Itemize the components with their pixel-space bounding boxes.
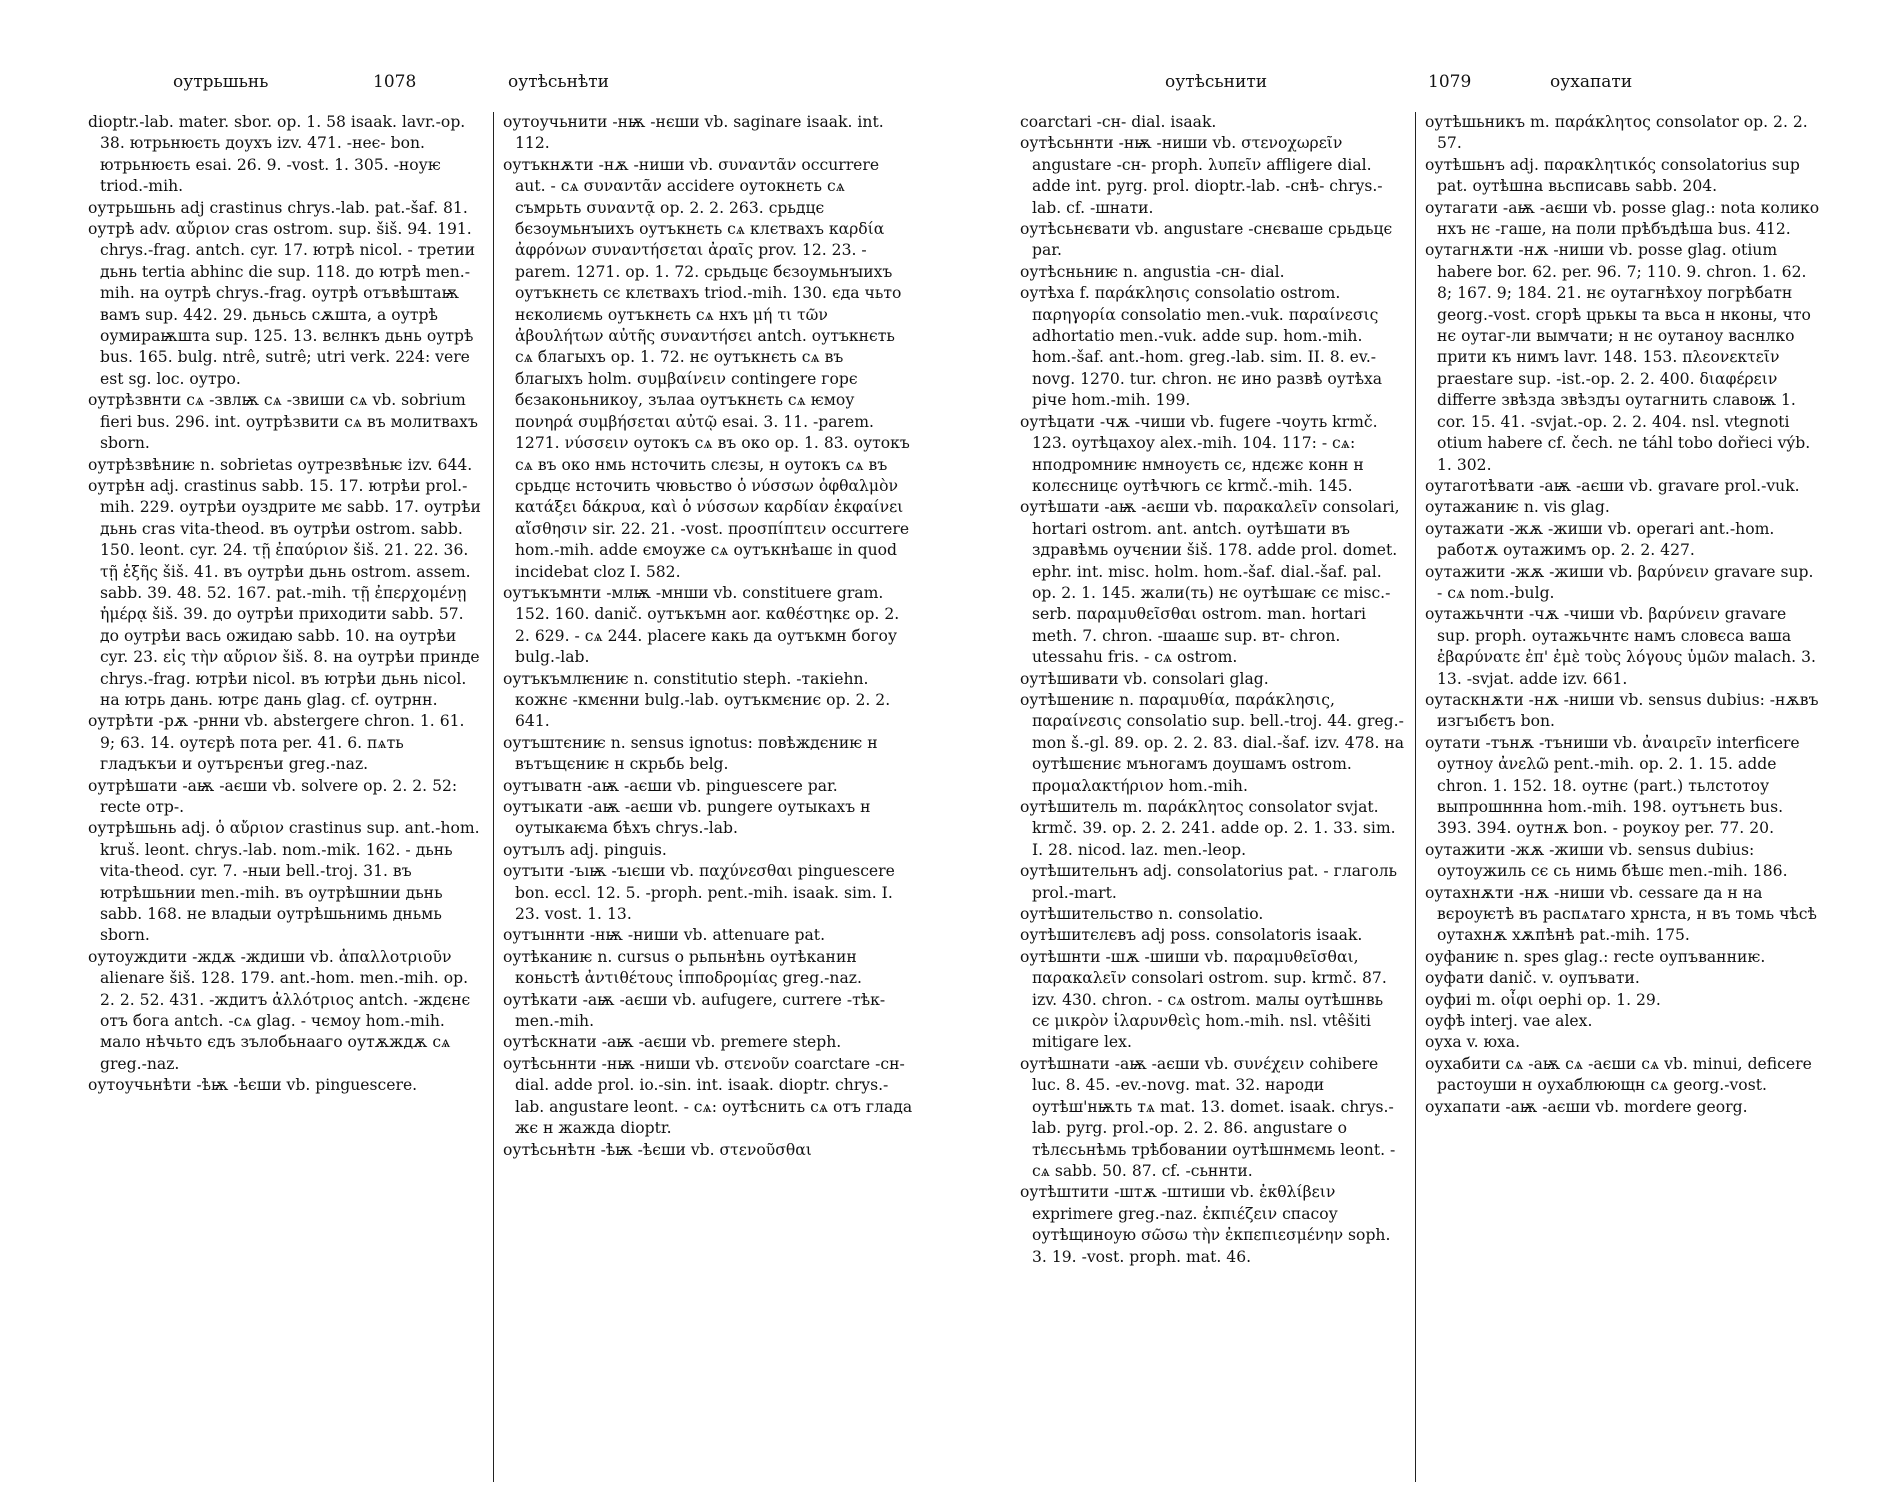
dictionary-entry: оутажьчнти -чѫ -чиши vb. βαρύνειν gravare sup. proph. оутажьчнтє намъ словєса ваша ἐβαρύνατε ἐπ' ἐμὲ τοὺς λόγους ὑμῶν malach. 3. 13. -svjat. adde izv. 661. [1425,605,1816,688]
dictionary-entry: оухабити сѧ -аѭ сѧ -аєши сѧ vb. minui, deficere растоуши н оухаблюющн сѧ georg.-vost. [1425,1054,1812,1095]
column-divider [493,112,494,1482]
dictionary-entry: оутрѣшати -аѭ -аєши vb. solvere op. 2. 2. 52: recte отр-. [88,776,458,816]
dictionary-entry: оутъштєниѥ n. sensus ignotus: повѣждєниѥ н вътъщєниѥ н скрьбь belg. [503,733,878,774]
dictionary-entry: оутрѣ adv. αὔριον cras ostrom. sup. šiš. 94. 191. chrys.-frag. antch. cyr. 17. ютрѣ nicol. - третии дьнь tertia abhinc die sup. 118. до ютрѣ men.-mih. на оутрѣ chrys.-frag. оутрѣ отъвѣштаѭ вамъ sup. 442. 29. дьньсь сѫшта, а оутрѣ оумираѭшта sup. 125. 13. вєлнкъ дьнь оутрѣ bus. 165. bulg. ntrê, sutrê; utri verk. 224: vere est sg. loc. оутро. [88,220,476,388]
dictionary-entry: оутѣкати -аѭ -аєши vb. aufugere, currere -тѣк- men.-mih. [503,990,886,1031]
dictionary-entry: оутѣсьнѣтн -ѣѭ -ѣєши vb. στενοῦσθαι [503,1140,812,1159]
dictionary-entry: оутажити -жѫ -жиши vb. βαρύνειν gravare sup. - сѧ nom.-bulg. [1425,562,1814,602]
dictionary-entry: оуфѣ interj. vae alex. [1425,1012,1593,1031]
right-header-right-word: оухапати [1550,72,1633,92]
dictionary-entry: оутъıкати -аѭ -аєши vb. pungere оутыкахъ н оутыкаѥма бѣхъ chrys.-lab. [503,798,871,838]
dictionary-entry: оутахнѫти -нѫ -ниши vb. cessare да н на вєроуѥтѣ въ распѧтаго хрнста, н въ томь чѣсѣ оутахнѫ хѫпѣнѣ pat.-mih. 175. [1425,883,1817,945]
column-divider [1415,112,1416,1482]
dictionary-entry: оутъкъмлѥниѥ n. constitutio steph. -такіеhn. кожнє -кмєнни bulg.-lab. оутъкмєниє op. 2. 2. 641. [503,669,891,731]
left-header-left-word: оутрьшьнь [173,72,269,92]
dictionary-entry: оутажаниѥ n. vis glag. [1425,498,1610,517]
dictionary-entry: оутѣшати -аѭ -аєши vb. παρακαλεῖν consolari, hortari ostrom. ant. antch. оутѣшати въ здравѣмь оучєнии šiš. 178. adde prol. domet. ephr. int. misc. holm. hom.-šaf. dial.-šaf. pal. op. 2. 1. 145. жали(ть) нє оутѣшаѥ сє misc.-serb. παραμυθεῖσθαι ostrom. man. hortari meth. 7. chron. -шаашє sup. вт- chron. utessahu fris. - сѧ ostrom. [1020,498,1400,667]
dictionary-entry: оутѣсньниѥ n. angustia -сн- dial. [1020,262,1285,281]
dictionary-entry: coarctari -сн- dial. isaak. [1020,113,1217,131]
dictionary-entry: оутѣштити -штѫ -штиши vb. ἐκθλίβειν exprimere greg.-naz. ἐκπιέζειν спасоу оутѣщиноую σῶσω τὴν ἐκπεπιεσμένην soph. 3. 19. -vost. proph. mat. 46. [1020,1183,1391,1266]
dictionary-entry: оутажати -жѫ -жиши vb. operari ant.-hom. работѫ оутажимъ op. 2. 2. 427. [1425,519,1775,560]
dictionary-entry: оуфаниѥ n. spes glag.: recte оупъванниѥ. [1425,947,1766,966]
dictionary-entry: оутѣскнати -аѭ -аєши vb. premere steph. [503,1033,842,1052]
left-column-2 [503,112,913,1161]
dictionary-entry: оутъкъмнти -млѭ -мнши vb. constituere gram. 152. 160. danič. оутъкъмн aor. καθέστηκε op. 2. 2. 629. - сѧ 244. placere какь да оутъкмн богоу bulg.-lab. [503,583,900,667]
dictionary-entry: оутъıти -ъıѭ -ъıєши vb. παχύνεσθαι pinguescere bon. eccl. 12. 5. -proph. pent.-mih. isaak. sim. I. 23. vost. 1. 13. [503,862,895,924]
dictionary-entry: оутати -тънѫ -тъниши vb. ἀναιρεῖν interficere оутноу ἀνελῶ pent.-mih. oр. 2. 1. 15. adde chron. 1. 152. 18. оутнє (part.) тьлстотоу выпрошннна hom.-mih. 198. оутънєть bus. 393. 394. оутнѫ bon. - роукоу per. 77. 20. [1425,733,1800,838]
dictionary-entry: оутѣшительство n. consolatio. [1020,905,1264,924]
dictionary-entry: оутрѣн adj. crastinus sabb. 15. 17. ютрѣи prol.-mih. 229. оутрѣи оуздрите мє sabb. 17. оутрѣи дьнь cras vita-theod. въ оутрѣи ostrom. sabb. 150. leont. cyr. 24. τῇ ἐπαύριον šiš. 21. 22. 36. τῇ ἑξῆς šiš. 41. въ оутрѣи дьнь ostrom. assem. sabb. 39. 48. 52. 167. pat.-mih. τῇ ἐπερχομένῃ ἡμέρᾳ šiš. 39. до оутрѣи приходити sabb. 57. до оутрѣи вась ожидаю sabb. 10. на оутрѣи cyr. 23. εἰς τὴν αὔριον šiš. 8. на оутрѣи принде chrys.-frag. ютрѣи nicol. въ ютрѣи дьнь nicol. на ютрь дань. ютрє дань glag. cf. оутрнн. [88,476,481,709]
dictionary-entry: оутѣшитель m. παράκλητος consolator svjat. krmč. 39. op. 2. 2. 241. adde op. 2. 1. 33. sim. I. 28. nicod. laz. men.-leop. [1020,798,1396,859]
left-page [88,72,918,1159]
dictionary-entry: оуха v. юха. [1425,1033,1521,1052]
dictionary-entry: оутрѣзвнти сѧ -звлѭ сѧ -звиши сѧ vb. sobrium fieri bus. 296. int. оутрѣзвити сѧ въ молитвахъ sborn. [88,391,478,453]
left-header-right-word: оутѣсьнѣти [508,72,609,92]
right-page-number: 1079 [1428,72,1472,92]
dictionary-entry: оутѣшительнъ adj. consolatorius pat. - глаголь prol.-mart. [1020,862,1397,902]
left-page-number: 1078 [373,72,417,92]
dictionary-entry: оутаготѣвати -аѭ -аєши vb. gravare prol.-vuk. [1425,476,1800,495]
dictionary-entry: оутажити -жѫ -жиши vb. sensus dubius: оутоужиль сє сь нимь бѣшє men.-mih. 186. [1425,840,1788,881]
dictionary-entry: оутѣканиѥ n. cursus о рьпьнѣнь оутѣканин коньстѣ ἀντιθέτους ἱπποδρομίας greg.-naz. [503,947,862,988]
dictionary-entry: оутѣшивати vb. consolari glag. [1020,669,1269,688]
dictionary-entry: оутъкнѫти -нѫ -ниши vb. συναντᾶν occurrere aut. - сѧ συναντᾶν accidere оутокнєть сѧ съмрьть συναντᾷ op. 2. 2. 263. срьдцє бєзоумьнꙑихъ оутъкнєть сѧ клєтвахъ καρδία ἀφρόνων συναντήσεται ἀραῖς prov. 12. 23. -parem. 1271. op. 1. 72. срьдьцє бєзоумьнꙑихъ оутъкнєть сє клєтвахъ triod.-mih. 130. єда чьто нєколиємь оутъкнєть сѧ нхъ μή τι τῶν ἀβουλήτων αὐτῆς συναντήσει antch. оутъкнєть сѧ благыхъ op. 1. 72. нє оутъкнєть сѧ въ благыхъ holm. συμβαίνειν contingere горє бєзаконьникоу, зълаа оутъкнєть сѧ ѥмоу πονηρά συμβήσεται αὐτῷ esai. 3. 11. -parem. 1271. νύσσειν оутокъ сѧ въ око op. 1. 83. оутокъ сѧ въ око нмь нсточить слєзы, н оутокъ сѧ въ срьдцє нсточить чювьство ὁ νύσσων ὀφθαλμὸν κατάξει δάκρυα, καὶ ὁ νύσσων καρδίαν ἐκφαίνει αἴσθησιν sir. 22. 21. -vost. προσπίπτειν occurrere hom.-mih. adde ємоуже сѧ оутъкнѣашє in quod incidebat cloz I. 582. [503,155,910,581]
right-header-left-word: оутѣсьнити [1165,72,1268,92]
dictionary-entry: оутъıватн -аѭ -аєши vb. pinguescere par. [503,776,838,795]
dictionary-entry: оутагати -аѭ -аєши vb. posse glag.: nota колико нхъ нє -гаше, на поли прѣбъдѣша bus. 412. [1425,198,1820,239]
right-column-1 [1020,112,1405,1268]
dictionary-entry: оутѣшьникъ m. παράκλητος consolator op. 2. 2. 57. [1425,113,1808,153]
dictionary-entry: dioptr.-lab. mater. sbor. op. 1. 58 isaak. lavr.-op. 38. ютрьнюєть доухъ izv. 471. -неє- bon. ютрьнюєть esai. 26. 9. -vost. 1. 305. -ноуѥ triod.-mih. [88,113,466,196]
dictionary-entry: оутѣха f. παράκλησις consolatio ostrom. παρηγορία consolatio men.-vuk. παραίνεσις adhortatio men.-vuk. adde sup. hom.-mih. hom.-šaf. ant.-hom. greg.-lab. sim. II. 8. ev.-novg. 1270. tur. chron. нє ино развѣ оутѣха річе hom.-mih. 199. [1020,284,1383,410]
dictionary-entry: оутагнѫти -нѫ -ниши vb. posse glag. otium habere bor. 62. per. 96. 7; 110. 9. chron. 1. 62. 8; 167. 9; 184. 21. нє оутагнѣхоу погрѣбатн georg.-vost. сгорѣ црькы та вьса н нконы, что нє оутаг-ли вымчати; н нє оутаноу васнлко прити къ нимъ lavr. 148. 153. πλεονεκτεῖν praestare sup. -ist.-op. 2. 2. 400. διαφέρειν differre звѣзда звѣздъı оутагнить славоѭ 1. cor. 15. 41. -svjat.-op. 2. 2. 404. nsl. vtegnoti otium habere cf. čech. ne táhl tobo dořieci výb. 1. 302. [1425,241,1811,474]
right-column-2 [1425,112,1820,1118]
dictionary-entry: оутаскнѫти -нѫ -ниши vb. sensus dubius: -нѫвъ изгъıбєтъ bon. [1425,690,1819,731]
dictionary-entry: оуфиі m. οἶφι oephi op. 1. 29. [1425,990,1661,1009]
left-column-1 [88,112,483,1097]
dictionary-entry: оутоучьнити -нѭ -нєши vb. saginare isaak. int. 112. [503,113,884,153]
dictionary-entry: оутѣшениѥ n. παραμυθία, παράκλησις, παραίνεσις consolatio sup. bell.-troj. 44. greg.-mon š.-gl. 89. op. 2. 2. 83. dial.-šaf. izv. 478. на оутѣшєниє мъногамъ доушамъ ostrom. προμαλακτήριον hom.-mih. [1020,690,1405,795]
dictionary-entry: оуфати danič. v. оупъвати. [1425,969,1640,988]
left-page-header [88,72,918,112]
dictionary-entry: оутоуждити -ждѫ -ждиши vb. ἀπαλλοτριοῦν alienare šiš. 128. 179. ant.-hom. men.-mih. op. 2. 2. 52. 431. -ждитъ ἀλλότριος antch. -ждєнє отъ бога antch. -сѧ glag. - чємоу hom.-mih. мало нѣчьто єдъ зълобьнааго оутѫждѫ сѧ greg.-naz. [88,947,471,1073]
dictionary-entry: оухапати -аѭ -аєши vb. mordere georg. [1425,1097,1748,1116]
right-page [1020,72,1820,1266]
dictionary-entry: оутѣшнти -шѫ -шиши vb. παραμυθεῖσθαι, παρακαλεῖν consolari ostrom. sup. krmč. 87. izv. 430. chron. - сѧ ostrom. малы оутѣшнвь сє μικρὸν ἱλαρυνθεὶς hom.-mih. nsl. vtêšiti mitigare lex. [1020,947,1387,1052]
dictionary-entry: оутѣшнати -аѭ -аєши vb. συνέχειν cohibere luc. 8. 45. -ev.-novg. mat. 32. народи оутѣш'нѭть тѧ mat. 13. domet. isaak. chrys.-lab. pyrg. prol.-op. 2. 2. 86. angustare о тѣлєсьнѣмь трѣбовании оутѣшнмємь leont. - сѧ sabb. 50. 87. cf. -сьннти. [1020,1054,1396,1180]
right-page-header [1020,72,1820,112]
dictionary-entry: оутѣшитєлєвъ adj poss. consolatoris isaak. [1020,926,1363,945]
dictionary-entry: оутрѣшьнь adj. ὁ αὔριον crastinus sup. ant.-hom. kruš. leont. chrys.-lab. nom.-mik. 162. - дьнь vita-theod. cyr. 7. -ныи bell.-troj. 31. въ ютрѣшьнии men.-mih. въ оутрѣшнии дьнь sabb. 168. не владыи оутрѣшьнимь дньмь sborn. [88,819,480,945]
dictionary-entry: оутрѣзвѣниѥ n. sobrietas оутрезвѣньѥ izv. 644. [88,455,473,474]
dictionary-entry: оутѣцати -чѫ -чиши vb. fugere -чоуть krmč. 123. оутѣцахоу alex.-mih. 104. 117: - сѧ: нподромниѥ нмноуєть сє, ндєжє конн н колєсницє оутѣчюгь сє krmč.-mih. 145. [1020,412,1378,495]
dictionary-entry: оутѣшьнъ adj. παρακλητικός consolatorius sup pat. оутѣшна вьсписавь sabb. 204. [1425,155,1800,196]
dictionary-entry: оутѣсьннти -нѭ -ниши vb. στενοχωρεῖν angustare -сн- proph. λυπεῖν affligere dial. adde int. pyrg. prol. dioptr.-lab. -снѣ- chrys.-lab. cf. -шнати. [1020,134,1383,217]
dictionary-entry: оутрьшьнь adj crastinus chrys.-lab. pat.-šaf. 81. [88,198,468,217]
dictionary-entry: оутоучьнѣти -ѣѭ -ѣєши vb. pinguescere. [88,1076,418,1095]
dictionary-entry: оутрѣти -рѫ -рнни vb. abstergere chron. 1. 61. 9; 63. 14. оутєрѣ пота per. 41. 6. пѧть гладъкъи и оутърєнъи greg.-naz. [88,712,465,774]
dictionary-entry: оутѣсьннти -нѭ -ниши vb. στενοῦν coarctare -сн- dial. adde prol. io.-sin. int. isaak. dioptr. chrys.-lab. angustare leont. - сѧ: оутѣснить сѧ отъ глада жє н жажда dioptr. [503,1054,913,1138]
dictionary-entry: оутъıннти -нѭ -ниши vb. attenuare pat. [503,926,826,945]
dictionary-entry: оутѣсьнєвати vb. angustare -снєваше срьдьцє par. [1020,220,1393,260]
dictionary-entry: оутъıлъ adj. pinguis. [503,840,667,859]
